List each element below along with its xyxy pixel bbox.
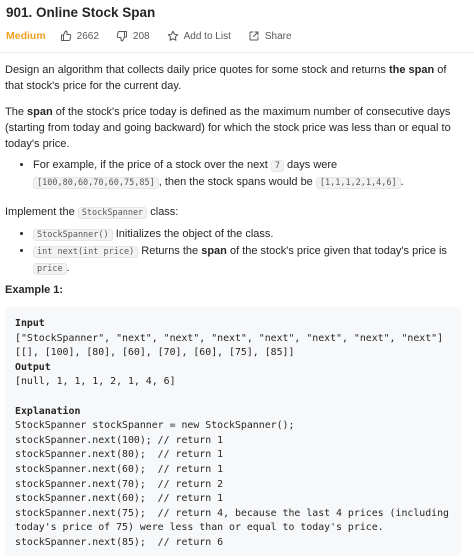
text: .	[400, 176, 404, 188]
input-label: Input	[15, 318, 45, 329]
text: of the stock's price given that today's price is	[226, 245, 447, 257]
description-paragraph-1	[5, 62, 467, 94]
problem-title: 901. Online Stock Span	[6, 5, 156, 20]
text: days were	[283, 159, 338, 171]
output-label: Output	[15, 361, 51, 373]
list-item	[33, 157, 467, 191]
text: of that stock's price for the current day.	[5, 64, 447, 92]
inline-code: price	[33, 263, 67, 275]
explanation-line: stockSpanner.next(70); // return 2	[15, 478, 224, 490]
description-paragraph-2	[5, 104, 467, 152]
add-to-list-label: Add to List	[183, 30, 231, 42]
problem-meta-bar	[6, 30, 309, 42]
like-button[interactable]	[60, 30, 99, 42]
dislike-count: 208	[132, 30, 150, 42]
list-item	[33, 243, 467, 277]
add-to-list-button[interactable]	[167, 30, 231, 42]
text: class:	[147, 206, 179, 218]
output-line: [null, 1, 1, 1, 2, 1, 4, 6]	[15, 376, 176, 388]
explanation-line: stockSpanner.next(85); // return 6	[15, 536, 224, 548]
text: , then the stock spans would be	[158, 176, 316, 188]
share-button[interactable]	[248, 30, 292, 42]
list-item	[33, 226, 467, 243]
example-bullet-list	[5, 157, 467, 191]
description-paragraph-3	[5, 204, 467, 221]
explanation-line: today's price of 75) were less than or equal to today's price.	[15, 522, 384, 534]
like-count: 2662	[76, 30, 99, 42]
inline-code: StockSpanner	[78, 207, 147, 219]
inline-code: int next(int price)	[33, 246, 138, 258]
inline-code: [100,80,60,70,60,75,85]	[33, 177, 159, 189]
difficulty-badge: Medium	[6, 30, 46, 42]
text: Design an algorithm that collects daily price quotes for some stock and returns	[5, 64, 389, 76]
problem-description	[5, 62, 467, 277]
dislike-button[interactable]	[116, 30, 150, 42]
text: of the stock's price today is defined as the maximum number of consecutive days (starting from today and going backward) for which the stock price was less than or equal to today's price.	[5, 106, 451, 150]
text: Implement the	[5, 206, 78, 218]
input-line-1: ["StockSpanner", "next", "next", "next", "next", "next", "next", "next"]	[15, 332, 444, 344]
inline-code: 7	[271, 160, 284, 172]
example-pre	[5, 307, 462, 551]
bold-text: span	[201, 245, 227, 257]
inline-code: StockSpanner()	[33, 229, 113, 241]
method-list	[5, 226, 467, 277]
explanation-line: stockSpanner.next(75); // return 4, because the last 4 prices (including	[15, 507, 450, 519]
share-label: Share	[264, 30, 292, 42]
thumbs-up-icon	[60, 30, 72, 42]
share-icon	[248, 30, 260, 42]
explanation-line: StockSpanner stockSpanner = new StockSpanner();	[15, 420, 295, 432]
explanation-label: Explanation	[15, 405, 81, 417]
explanation-line: stockSpanner.next(100); // return 1	[15, 434, 224, 446]
text: For example, if the price of a stock over the next	[33, 159, 271, 171]
example-title: Example 1:	[5, 284, 64, 296]
text: Returns the	[138, 245, 202, 257]
input-line-2: [[], [100], [80], [60], [70], [60], [75], [85]]	[15, 347, 295, 359]
inline-code: [1,1,1,2,1,4,6]	[316, 177, 401, 189]
thumbs-down-icon	[116, 30, 128, 42]
text: The	[5, 106, 28, 118]
bold-text: span	[27, 106, 53, 118]
example-code-block	[5, 307, 462, 556]
bold-text: the span	[388, 64, 435, 76]
explanation-line: stockSpanner.next(80); // return 1	[15, 449, 224, 461]
explanation-line: stockSpanner.next(60); // return 1	[15, 493, 224, 505]
explanation-line: stockSpanner.next(60); // return 1	[15, 463, 224, 475]
star-icon	[167, 30, 179, 42]
header-divider	[0, 52, 474, 53]
text: .	[66, 262, 70, 274]
text: Initializes the object of the class.	[112, 228, 274, 240]
